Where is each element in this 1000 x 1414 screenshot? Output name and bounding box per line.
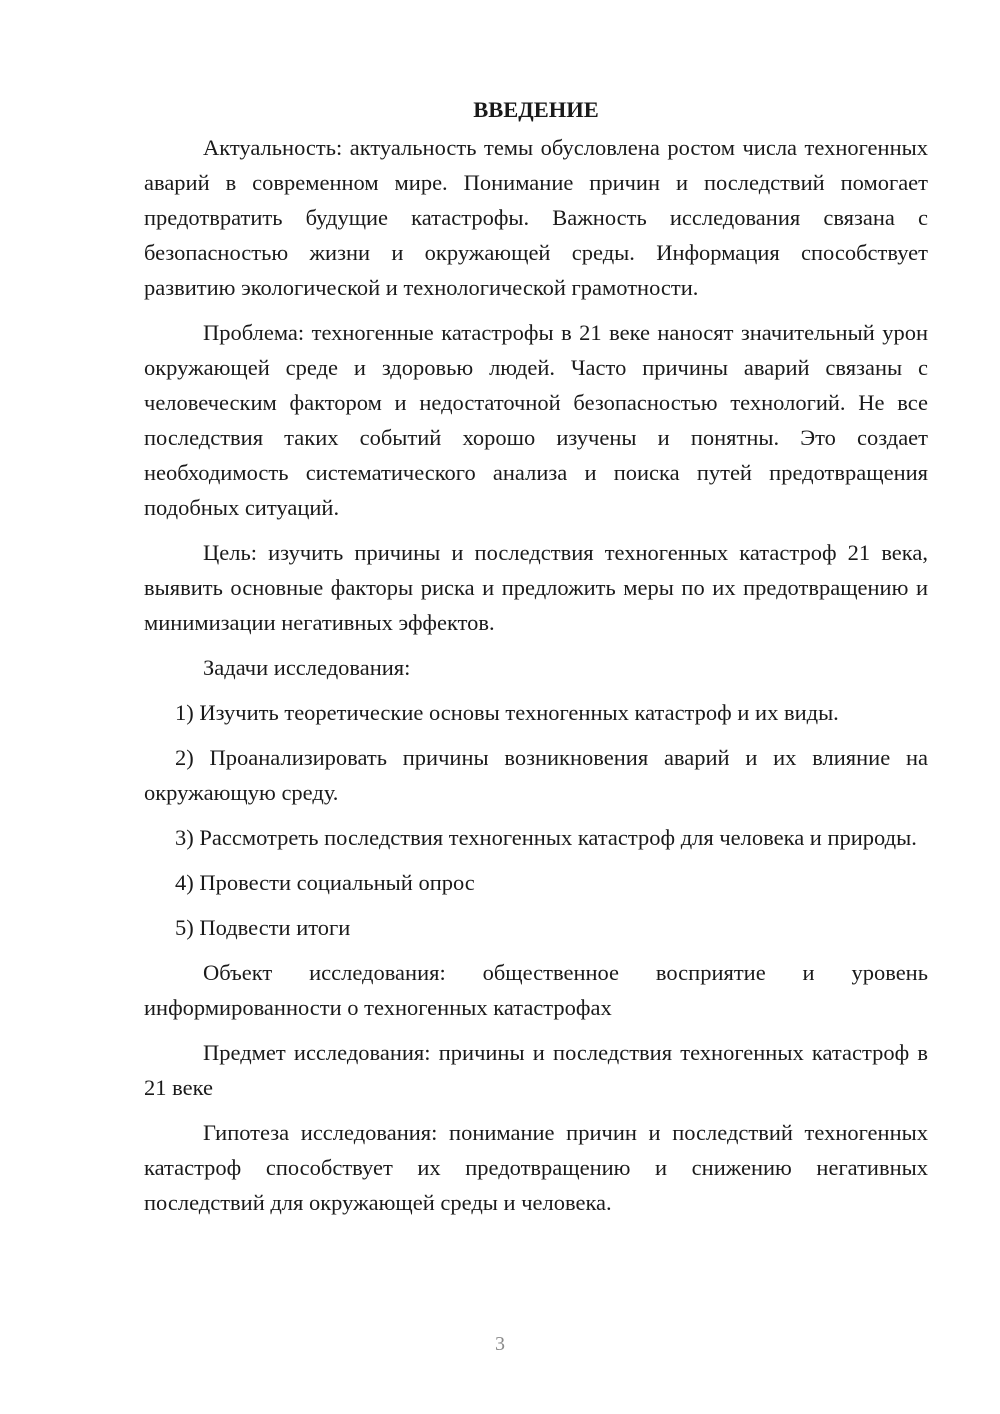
task-item: 5) Подвести итоги xyxy=(175,915,351,940)
paragraph-object: Объект исследования: общественное восприятие и уровень информированности о техногенных катастрофах xyxy=(144,960,928,1020)
paragraph-subject: Предмет исследования: причины и последствия техногенных катастроф в 21 веке xyxy=(144,1040,928,1100)
section-title: ВВЕДЕНИЕ xyxy=(473,97,599,122)
paragraph-relevance: Актуальность: актуальность темы обусловлена ростом числа техногенных аварий в современном мире. Понимание причин и последствий помогает предотвратить будущие катастрофы. Важность исследования связана с безопасностью жизни и окружающей среды. Информация способствует развитию экологической и технологической грамотности. xyxy=(144,135,928,300)
page-content xyxy=(144,92,928,1230)
paragraph-tasks-heading: Задачи исследования: xyxy=(203,655,411,680)
paragraph-hypothesis: Гипотеза исследования: понимание причин и последствий техногенных катастроф способствует их предотвращению и снижению негативных последствий для окружающей среды и человека. xyxy=(144,1120,928,1215)
task-item: 3) Рассмотреть последствия техногенных катастроф для человека и природы. xyxy=(175,825,917,850)
page-number: 3 xyxy=(495,1333,505,1355)
task-item: 4) Провести социальный опрос xyxy=(175,870,475,895)
paragraph-problem: Проблема: техногенные катастрофы в 21 веке наносят значительный урон окружающей среде и здоровью людей. Часто причины аварий связаны с человеческим фактором и недостаточной безопасностью технологий. Не все последствия таких событий хорошо изучены и понятны. Это создает необходимость систематического анализа и поиска путей предотвращения подобных ситуаций. xyxy=(144,320,928,520)
task-item: 1) Изучить теоретические основы техногенных катастроф и их виды. xyxy=(175,700,839,725)
paragraph-goal: Цель: изучить причины и последствия техногенных катастроф 21 века, выявить основные факторы риска и предложить меры по их предотвращению и минимизации негативных эффектов. xyxy=(144,540,928,635)
task-item: 2) Проанализировать причины возникновения аварий и их влияние на окружающую среду. xyxy=(144,745,928,805)
